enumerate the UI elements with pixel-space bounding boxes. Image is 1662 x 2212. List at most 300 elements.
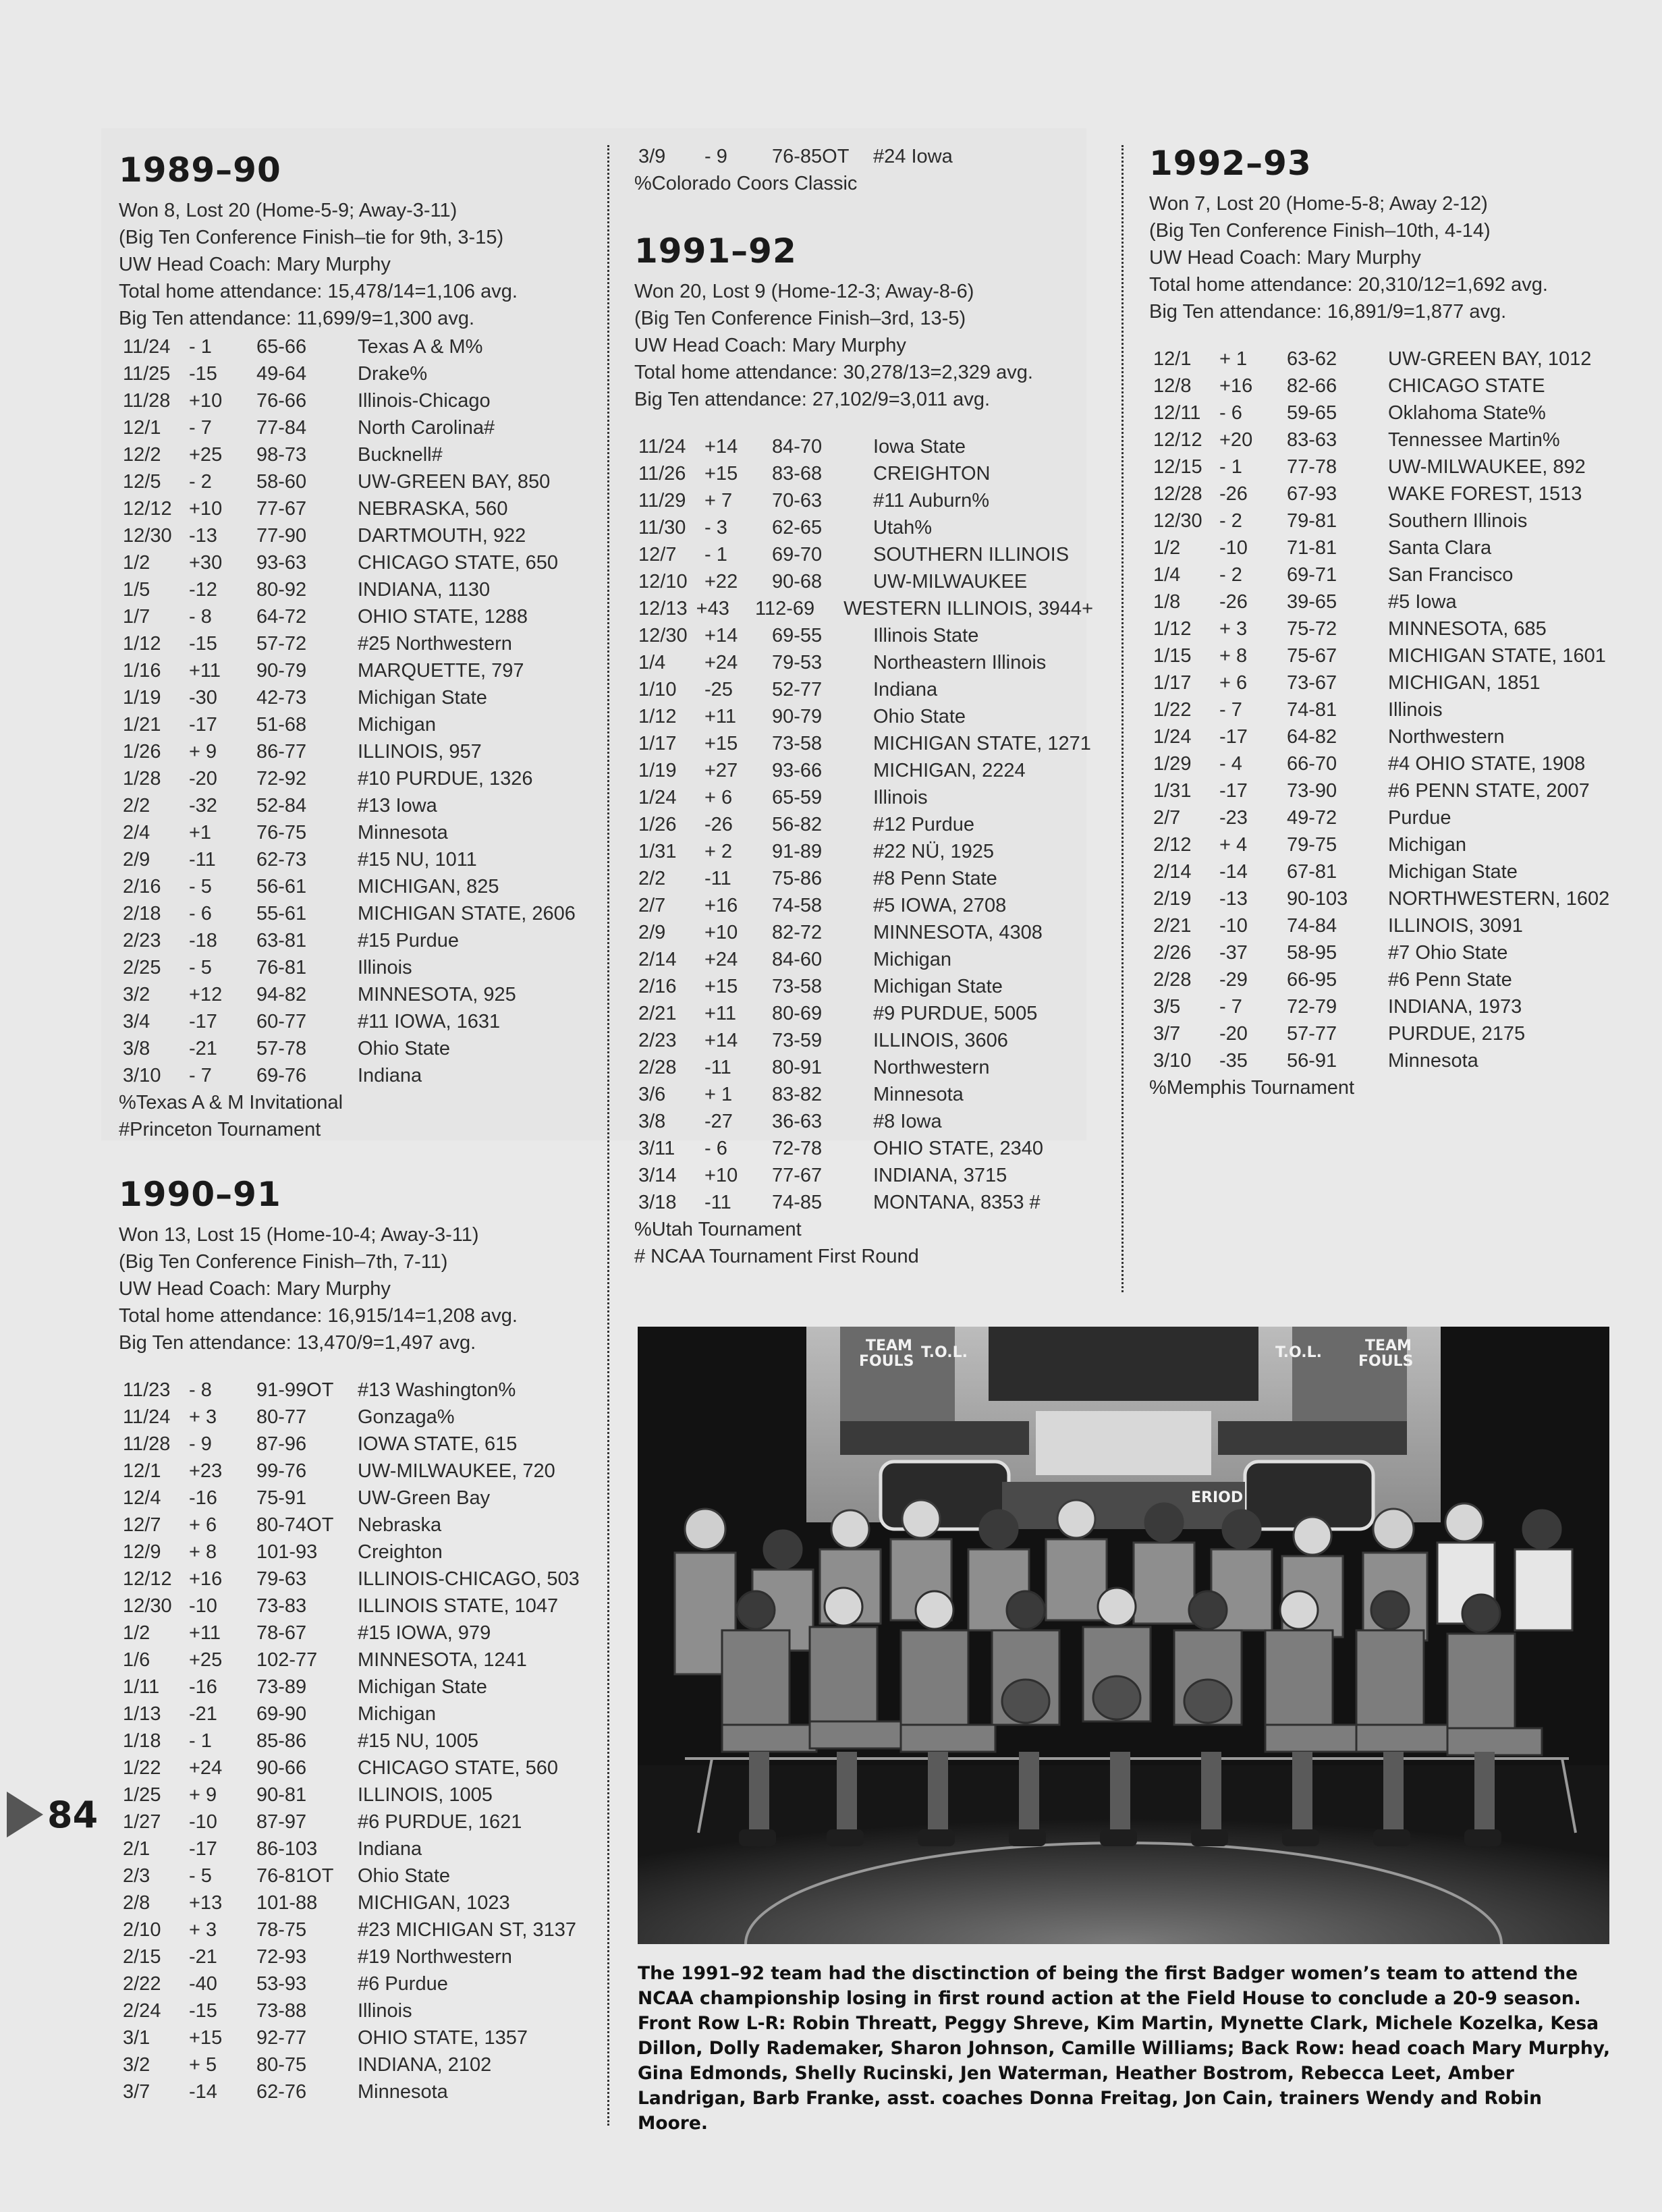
game-margin: +1 [189,822,212,844]
game-opponent: UW-Green Bay [358,1487,491,1509]
game-row [634,460,1093,487]
game-opponent: INDIANA, 2102 [358,2054,492,2076]
game-date: 2/10 [123,1919,161,1941]
game-date: 1/15 [1153,645,1192,667]
game-opponent: Bucknell# [358,444,443,466]
game-date: 11/26 [638,463,686,485]
game-score: 69-55 [772,625,823,646]
game-margin: +10 [704,1165,738,1186]
game-row [119,1943,591,1970]
game-margin: -13 [189,525,217,547]
game-opponent: #10 PURDUE, 1326 [358,768,533,790]
game-row [634,919,1093,946]
game-date: 1/8 [1153,591,1181,613]
game-margin: -40 [189,1973,217,1995]
game-score: 93-66 [772,760,823,781]
game-row [1149,912,1622,939]
game-opponent: Iowa State [873,436,966,458]
game-margin: +15 [189,2027,223,2049]
game-date: 2/24 [123,2000,161,2022]
game-margin: -25 [704,679,733,700]
game-score: 62-65 [772,517,823,538]
game-opponent: North Carolina# [358,417,495,439]
game-score: 64-82 [1287,726,1337,748]
game-date: 1/26 [638,814,677,835]
game-date: 1/24 [638,787,677,808]
game-margin: - 2 [1219,564,1242,586]
game-margin: -11 [704,1057,731,1078]
game-margin: -10 [189,1595,217,1617]
game-score: 86-103 [256,1838,318,1860]
game-row [1149,696,1622,723]
game-row [1149,372,1622,399]
game-margin: - 1 [189,336,212,358]
game-margin: -26 [1219,483,1248,505]
game-opponent: OHIO STATE, 1288 [358,606,528,628]
game-score: 102-77 [256,1649,318,1671]
game-date: 1/12 [638,706,677,727]
record-line: Won 13, Lost 15 (Home-10-4; Away-3-11) [119,1224,479,1246]
game-margin: +11 [189,660,221,682]
conference-finish-line: (Big Ten Conference Finish–tie for 9th, 3-15) [119,227,504,248]
game-date: 2/26 [1153,942,1192,964]
game-opponent: Michigan State [358,687,487,709]
game-date: 3/11 [638,1138,675,1159]
game-margin: +16 [1219,375,1253,397]
game-date: 12/30 [1153,510,1202,532]
game-row [119,873,591,900]
game-row [119,1062,591,1089]
game-margin: -35 [1219,1050,1248,1072]
game-score: 56-82 [772,814,823,835]
game-margin: + 6 [189,1514,217,1536]
coach-line: UW Head Coach: Mary Murphy [119,1278,391,1300]
game-opponent: MICHIGAN, 825 [358,876,499,897]
game-date: 12/1 [1153,348,1192,370]
game-row [119,1377,591,1404]
game-score: 59-65 [1287,402,1337,424]
game-date: 11/24 [123,1406,171,1428]
big-ten-attendance-line: Big Ten attendance: 13,470/9=1,497 avg. [119,1332,476,1354]
game-score: 72-78 [772,1138,823,1159]
game-row [119,927,591,954]
game-row [119,1727,591,1754]
game-date: 3/10 [1153,1050,1192,1072]
game-opponent: UW-MILWAUKEE, 892 [1388,456,1586,478]
game-date: 2/16 [123,876,161,897]
game-date: 3/4 [123,1011,150,1032]
game-row [634,838,1093,865]
game-date: 1/26 [123,741,161,763]
game-margin: +15 [704,976,738,997]
game-date: 1/18 [123,1730,161,1752]
game-margin: +25 [189,444,223,466]
game-score: 73-58 [772,976,823,997]
game-row [634,676,1093,703]
game-score: 65-66 [256,336,307,358]
game-date: 3/2 [123,2054,150,2076]
game-margin: - 1 [189,1730,212,1752]
game-score: 75-86 [772,868,823,889]
game-date: 2/22 [123,1973,161,1995]
game-row [119,1970,591,1997]
game-row [634,946,1093,973]
scoreboard-label: T.O.L. [921,1344,968,1361]
game-date: 11/23 [123,1379,171,1401]
game-opponent: ILLINOIS, 957 [358,741,482,763]
game-date: 1/24 [1153,726,1192,748]
game-row [119,2024,591,2051]
game-score: 74-81 [1287,699,1337,721]
big-ten-attendance-line: Big Ten attendance: 11,699/9=1,300 avg. [119,308,474,329]
game-date: 2/14 [1153,861,1192,883]
scoreboard-label: FOULS [859,1353,914,1370]
game-margin: - 5 [189,876,212,897]
game-margin: -11 [704,868,731,889]
game-row [119,1485,591,1512]
game-row [119,1593,591,1620]
game-row [1149,642,1622,669]
game-date: 3/9 [638,146,666,167]
game-row [119,1512,591,1539]
game-row [1149,1020,1622,1047]
game-margin: -15 [189,633,217,655]
game-date: 2/23 [123,930,161,951]
game-list [1149,345,1622,1074]
game-opponent: Illinois [358,2000,412,2022]
game-row [634,433,1093,460]
game-margin: - 7 [189,1065,212,1086]
game-opponent: MINNESOTA, 685 [1388,618,1547,640]
game-score: 80-92 [256,579,307,601]
game-date: 12/7 [123,1514,161,1536]
game-date: 1/22 [1153,699,1192,721]
game-margin: + 1 [1219,348,1248,370]
game-score: 77-78 [1287,456,1337,478]
game-score: 66-70 [1287,753,1337,775]
record-line: Won 20, Lost 9 (Home-12-3; Away-8-6) [634,281,974,302]
game-date: 12/1 [123,1460,161,1482]
game-date: 11/28 [123,390,171,412]
game-date: 12/2 [123,444,161,466]
game-margin: +14 [704,1030,738,1051]
season-info [119,1221,591,1356]
game-date: 2/4 [123,822,150,844]
game-opponent: INDIANA, 1130 [358,579,491,601]
page-arrow-icon [7,1792,43,1837]
game-row [119,1781,591,1808]
game-row [1149,777,1622,804]
game-score: 90-81 [256,1784,307,1806]
game-margin: +12 [189,984,223,1005]
game-date: 12/28 [1153,483,1202,505]
game-row [119,468,591,495]
game-opponent: Minnesota [1388,1050,1478,1072]
game-margin: - 5 [189,957,212,978]
game-margin: -10 [1219,915,1248,937]
game-opponent: Michigan State [873,976,1003,997]
game-date: 11/30 [638,517,686,538]
game-date: 3/8 [123,1038,150,1059]
game-opponent: Indiana [358,1838,422,1860]
game-opponent: Utah% [873,517,933,538]
game-opponent: Northeastern Illinois [873,652,1047,673]
game-score: 79-53 [772,652,823,673]
game-margin: - 7 [189,417,212,439]
game-score: 58-60 [256,471,307,493]
game-date: 1/12 [123,633,161,655]
record-line: Won 7, Lost 20 (Home-5-8; Away 2-12) [1149,193,1488,215]
game-score: 52-84 [256,795,307,817]
game-opponent: NEBRASKA, 560 [358,498,508,520]
game-date: 12/12 [1153,429,1202,451]
game-row [119,1862,591,1889]
game-date: 1/27 [123,1811,161,1833]
game-score: 83-82 [772,1084,823,1105]
game-score: 58-95 [1287,942,1337,964]
game-score: 56-61 [256,876,307,897]
game-opponent: CHICAGO STATE, 650 [358,552,559,574]
game-score: 60-77 [256,1011,307,1032]
game-margin: -15 [189,2000,217,2022]
game-date: 1/17 [638,733,677,754]
game-score: 93-63 [256,552,307,574]
conference-finish-line: (Big Ten Conference Finish–7th, 7-11) [119,1251,448,1273]
season-title: 1991–92 [634,231,797,271]
game-opponent: MICHIGAN, 2224 [873,760,1026,781]
game-score: 39-65 [1287,591,1337,613]
game-opponent: UW-MILWAUKEE [873,571,1028,592]
game-margin: -10 [189,1811,217,1833]
game-score: 56-91 [1287,1050,1337,1072]
game-margin: -17 [1219,726,1248,748]
game-opponent: #6 Penn State [1388,969,1512,991]
game-margin: +11 [704,1003,737,1024]
game-score: 77-67 [256,498,307,520]
game-opponent: MINNESOTA, 1241 [358,1649,527,1671]
game-row [634,892,1093,919]
game-margin: -17 [189,1011,217,1032]
game-opponent: DARTMOUTH, 922 [358,525,526,547]
season-info [634,278,1093,413]
game-opponent: Illinois State [873,625,979,646]
game-row [119,1008,591,1035]
season-title: 1990–91 [119,1175,281,1214]
game-date: 1/31 [638,841,677,862]
game-score: 79-81 [1287,510,1337,532]
game-row [119,657,591,684]
game-row [1149,345,1622,372]
game-score: 80-91 [772,1057,823,1078]
game-margin: -20 [1219,1023,1248,1045]
game-row [634,703,1093,730]
game-score: 62-76 [256,2081,307,2103]
game-margin: +13 [189,1892,223,1914]
game-opponent: CHICAGO STATE [1388,375,1545,397]
game-date: 2/23 [638,1030,677,1051]
footnote: %Texas A & M Invitational [119,1092,343,1113]
game-score: 73-58 [772,733,823,754]
game-score: 70-63 [772,490,823,511]
season-info [1149,190,1622,325]
game-row [634,811,1093,838]
season-1989-90 [119,150,591,1143]
game-margin: +10 [704,922,738,943]
game-row [119,1566,591,1593]
game-opponent: #15 NU, 1005 [358,1730,478,1752]
game-margin: - 7 [1219,699,1242,721]
game-margin: +15 [704,733,738,754]
game-date: 11/24 [123,336,171,358]
game-score: 90-68 [772,571,823,592]
game-score: 76-66 [256,390,307,412]
game-score: 80-75 [256,2054,307,2076]
scoreboard-label: TEAM [866,1337,912,1354]
game-row [119,603,591,630]
game-opponent: Michigan [358,714,437,736]
game-score: 42-73 [256,687,307,709]
game-margin: -16 [189,1676,217,1698]
game-score: 51-68 [256,714,307,736]
game-date: 12/15 [1153,456,1202,478]
game-opponent: WESTERN ILLINOIS, 3944+ [843,598,1094,619]
game-margin: -29 [1219,969,1248,991]
game-opponent: #13 Iowa [358,795,437,817]
game-row [119,981,591,1008]
game-score: 75-91 [256,1487,307,1509]
game-opponent: Northwestern [873,1057,990,1078]
game-opponent: Michigan [358,1703,437,1725]
game-margin: - 2 [1219,510,1242,532]
game-margin: +30 [189,552,223,574]
game-opponent: #19 Northwestern [358,1946,512,1968]
game-date: 2/7 [638,895,666,916]
game-opponent: Michigan State [358,1676,487,1698]
game-margin: - 6 [704,1138,727,1159]
game-score: 87-96 [256,1433,307,1455]
game-date: 3/6 [638,1084,666,1105]
game-opponent: MICHIGAN, 1023 [358,1892,510,1914]
game-row [119,414,591,441]
game-date: 1/29 [1153,753,1192,775]
game-row [119,684,591,711]
game-row [119,738,591,765]
game-opponent: Gonzaga% [358,1406,455,1428]
game-row [634,595,1093,622]
game-score: 53-93 [256,1973,307,1995]
game-margin: -16 [189,1487,217,1509]
game-score: 73-88 [256,2000,307,2022]
game-score: 65-59 [772,787,823,808]
game-date: 2/3 [123,1865,150,1887]
game-score: 66-95 [1287,969,1337,991]
game-row [634,1108,1093,1135]
game-margin: +14 [704,436,738,458]
game-opponent: Southern Illinois [1388,510,1528,532]
game-score: 57-77 [1287,1023,1337,1045]
game-date: 1/31 [1153,780,1192,802]
game-score: 67-93 [1287,483,1337,505]
game-opponent: Ohio State [358,1038,451,1059]
game-row [1149,534,1622,561]
game-score: 112-69 [755,598,815,619]
game-score: 49-72 [1287,807,1337,829]
game-date: 1/21 [123,714,161,736]
game-date: 2/2 [638,868,666,889]
team-photo [638,1327,1609,1944]
game-row [119,819,591,846]
game-row [119,1458,591,1485]
page-number-text: 84 [47,1793,99,1836]
game-row [634,730,1093,757]
game-row [634,1162,1093,1189]
game-row [634,973,1093,1000]
game-row [119,1404,591,1431]
game-opponent: Illinois [1388,699,1443,721]
game-score: 55-61 [256,903,307,924]
game-opponent: ILLINOIS STATE, 1047 [358,1595,559,1617]
game-opponent: #5 IOWA, 2708 [873,895,1007,916]
game-margin: +11 [704,706,737,727]
game-margin: + 8 [1219,645,1248,667]
game-row [1149,804,1622,831]
game-margin: + 5 [189,2054,217,2076]
game-opponent: MICHIGAN STATE, 1271 [873,733,1091,754]
game-opponent: #8 Penn State [873,868,997,889]
game-row [119,1808,591,1835]
game-score: 69-76 [256,1065,307,1086]
game-opponent: #23 MICHIGAN ST, 3137 [358,1919,576,1941]
game-opponent: MICHIGAN STATE, 1601 [1388,645,1606,667]
game-margin: - 1 [704,544,727,565]
game-row [634,1000,1093,1027]
game-opponent: #24 Iowa [873,146,953,167]
game-opponent: Northwestern [1388,726,1505,748]
game-row [1149,966,1622,993]
footnote: #Princeton Tournament [119,1119,321,1140]
game-date: 12/13 [638,598,688,619]
game-margin: -11 [189,849,216,870]
game-row [119,1835,591,1862]
page-number [7,1792,98,1837]
game-row [119,765,591,792]
game-score: 62-73 [256,849,307,870]
game-margin: -26 [704,814,733,835]
game-margin: - 5 [189,1865,212,1887]
game-opponent: #12 Purdue [873,814,974,835]
game-score: 83-63 [1287,429,1337,451]
game-opponent: Minnesota [358,2081,448,2103]
game-date: 2/7 [1153,807,1181,829]
game-opponent: #13 Washington% [358,1379,516,1401]
game-opponent: #15 Purdue [358,930,459,951]
game-date: 1/19 [638,760,677,781]
game-opponent: #15 IOWA, 979 [358,1622,491,1644]
game-list-continued [634,143,1093,170]
game-score: 52-77 [772,679,823,700]
game-margin: +16 [704,895,738,916]
home-attendance-line: Total home attendance: 16,915/14=1,208 avg. [119,1305,518,1327]
game-row [1149,426,1622,453]
game-date: 2/15 [123,1946,161,1968]
game-opponent: #25 Northwestern [358,633,512,655]
game-margin: -12 [189,579,217,601]
game-date: 1/11 [123,1676,160,1698]
game-margin: -17 [189,1838,217,1860]
game-opponent: Minnesota [358,822,448,844]
game-row [1149,561,1622,588]
game-row [634,541,1093,568]
